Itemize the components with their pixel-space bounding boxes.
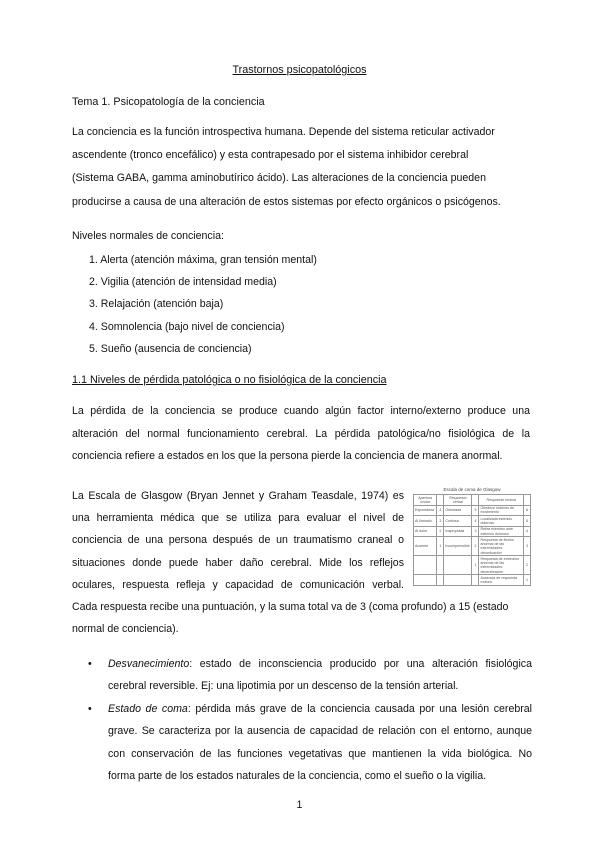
- bullet-line: [108, 653, 532, 675]
- loss-line: conciencia refiere a estados en los que la persona pierde la conciencia de manera anormal.: [72, 450, 503, 463]
- glasgow-tail-paragraph: [72, 596, 532, 640]
- table-cell: [437, 575, 444, 586]
- bullet-icon: •: [88, 658, 92, 670]
- table-cell: Obedece órdenes de movimiento: [479, 505, 524, 516]
- table-cell: Orientada: [444, 505, 472, 516]
- table-cell: 1: [524, 575, 531, 586]
- table-cell: 5: [524, 516, 531, 527]
- document-title: Trastornos psicopatológicos: [232, 64, 367, 76]
- glasgow-scale-figure: [413, 487, 531, 586]
- table-cell: 6: [524, 505, 531, 516]
- levels-title: Niveles normales de conciencia:: [72, 230, 224, 242]
- table-header: Respuesta motora: [479, 495, 524, 506]
- table-cell: 5: [472, 505, 479, 516]
- bullet-icon: •: [88, 702, 92, 715]
- table-header: Respuesta verbal: [444, 495, 472, 506]
- table-header-row: [414, 495, 531, 506]
- table-cell: [414, 556, 437, 575]
- topic-heading: Tema 1. Psicopatología de la conciencia: [72, 96, 265, 108]
- table-cell: Inapropiada: [444, 526, 472, 537]
- bullet-term: Desvanecimiento: [108, 658, 190, 670]
- states-list: [88, 653, 532, 787]
- list-item: 4. Somnolencia (bajo nivel de conciencia): [89, 320, 285, 333]
- bullet-term: Estado de coma: [108, 702, 188, 715]
- table-row: [414, 575, 531, 586]
- loss-line: alteración del normal funcionamiento cerebral. La pérdida patológica/no fisiológica de la: [72, 427, 530, 440]
- glasgow-paragraph: [72, 485, 404, 596]
- table-row: [414, 537, 531, 556]
- table-cell: 1: [437, 537, 444, 556]
- table-cell: [444, 575, 472, 586]
- table-cell: 2: [472, 537, 479, 556]
- table-header: Apertura ocular: [414, 495, 437, 506]
- table-cell: 2: [437, 526, 444, 537]
- page-number: 1: [296, 799, 303, 811]
- table-cell: [444, 556, 472, 575]
- table-cell: Al llamado: [414, 516, 437, 527]
- list-item: 1. Alerta (atención máxima, gran tensión mental): [89, 254, 317, 266]
- table-header: [437, 495, 444, 506]
- intro-paragraph: [72, 121, 530, 214]
- table-cell: [414, 575, 437, 586]
- section-subheading: 1.1 Niveles de pérdida patológica o no fisiológica de la conciencia: [72, 374, 387, 386]
- table-row: [414, 505, 531, 516]
- intro-line: (Sistema GABA, gamma aminobutírico ácido). Las alteraciones de la conciencia pueden: [72, 172, 486, 185]
- glasgow-line: situaciones donde puede haber daño cerebral. Mide los reflejos: [72, 556, 404, 569]
- list-item: [88, 698, 532, 788]
- table-row: [414, 516, 531, 527]
- bullet-text: : pérdida más grave de la conciencia causada por una lesión cerebral: [187, 702, 533, 715]
- glasgow-line: oculares, respuesta refleja y capacidad de comunicación verbal.: [72, 578, 404, 591]
- list-item: 5. Sueño (ausencia de conciencia): [89, 342, 252, 355]
- table-cell: Respuesta de extensión anormal de las extremidades: decerebración: [479, 556, 524, 575]
- bullet-text: : estado de inconsciencia producido por una alteración fisiológica: [189, 658, 532, 670]
- intro-line: La conciencia es la función introspectiva humana. Depende del sistema reticular activador: [72, 126, 495, 138]
- glasgow-table-caption: Escala de coma de Glasgow: [443, 487, 501, 492]
- bullet-line: cerebral reversible. Ej: una lipotimia por un descenso de la tensión arterial.: [108, 680, 459, 693]
- glasgow-line: conciencia de una persona después de un traumatismo craneal o: [72, 534, 404, 547]
- table-cell: Al dolor: [414, 526, 437, 537]
- list-item: 2. Vigilia (atención de intensidad media): [89, 276, 277, 289]
- table-header: [524, 495, 531, 506]
- table-cell: 4: [524, 526, 531, 537]
- table-cell: Respuesta de flexión anormal de las extremidades: decorticación: [479, 537, 524, 556]
- loss-paragraph: [72, 400, 530, 468]
- table-cell: 1: [472, 556, 479, 575]
- table-cell: Espontánea: [414, 505, 437, 516]
- table-cell: [437, 556, 444, 575]
- glasgow-line: La Escala de Glasgow (Bryan Jennet y Graham Teasdale, 1974) es: [72, 490, 404, 502]
- loss-line: La pérdida de la conciencia se produce cuando algún factor interno/externo produce una: [72, 405, 530, 417]
- table-cell: Confusa: [444, 516, 472, 527]
- glasgow-line: una herramienta médica que se utiliza para evaluar el nivel de: [72, 512, 404, 525]
- table-cell: 3: [472, 526, 479, 537]
- table-cell: 3: [437, 516, 444, 527]
- table-cell: 2: [524, 556, 531, 575]
- bullet-line: forma parte de los estados naturales de la conciencia, como el sueño o la vigilia.: [108, 770, 487, 783]
- intro-line: producirse a causa de una alteración de estos sistemas por efecto orgánicos o psicógenos.: [72, 195, 501, 208]
- table-cell: Localizada estímulo doloroso: [479, 516, 524, 527]
- table-cell: 4: [437, 505, 444, 516]
- list-item: 3. Relajación (atención baja): [89, 298, 224, 311]
- intro-line: ascendente (tronco encefálico) y esta contrapesado por el sistema inhibidor cerebral: [72, 149, 469, 162]
- table-row: [414, 556, 531, 575]
- glasgow-table: [413, 494, 531, 586]
- list-item: [88, 653, 532, 698]
- bullet-line: [108, 698, 532, 720]
- table-cell: 3: [524, 537, 531, 556]
- glasgow-tail-line: normal de conciencia).: [72, 623, 179, 636]
- table-cell: [472, 575, 479, 586]
- bullet-line: grave. Se caracteriza por la ausencia de capacidad de relación con el entorno, aunque: [108, 725, 532, 738]
- table-cell: 4: [472, 516, 479, 527]
- glasgow-tail-line: Cada respuesta recibe una puntuación, y la suma total va de 3 (coma profundo) a 15 (estado: [72, 601, 509, 613]
- table-cell: Ausencia de respuesta motora: [479, 575, 524, 586]
- table-header: [472, 495, 479, 506]
- bullet-line: con conservación de las funciones vegetativas que mantienen la vida biológica. No: [108, 747, 532, 760]
- levels-list: [72, 249, 317, 360]
- table-row: [414, 526, 531, 537]
- table-cell: Ausente: [414, 537, 437, 556]
- table-cell: Incomprensible: [444, 537, 472, 556]
- table-cell: Retira miembro ante estímulo doloroso: [479, 526, 524, 537]
